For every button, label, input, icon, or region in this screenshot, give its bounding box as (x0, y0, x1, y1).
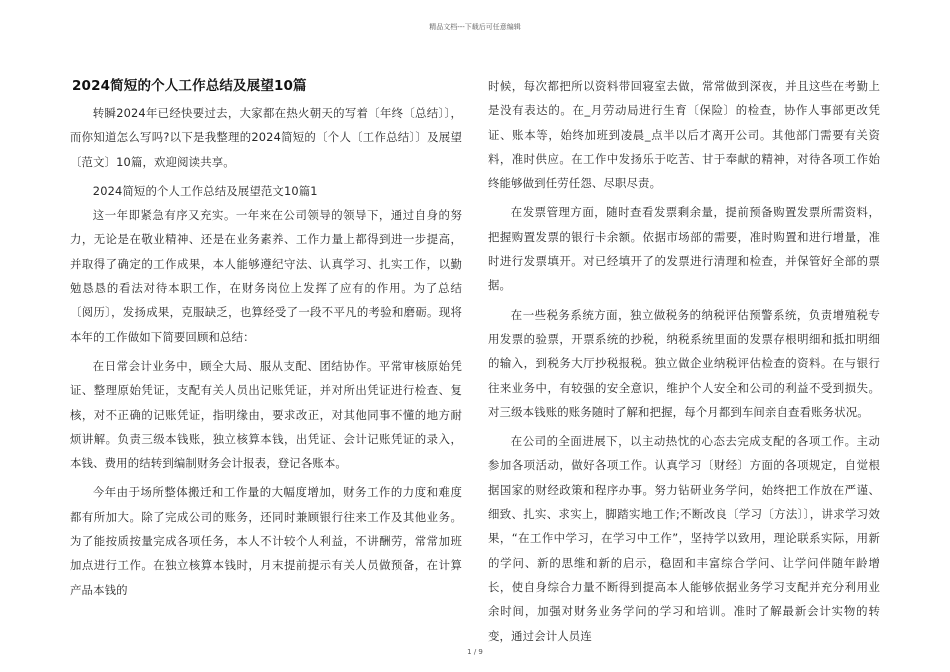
left-column (70, 74, 462, 607)
continued-paragraph: 时候，每次都把所以资料带回寝室去做，常常做到深夜，并且这些在考勤上是没有表达的。在_月劳动局进行生育〔保险〕的检查，协作人事部更改凭证、账本等，始终加班到凌晨_点半以后才离开公司。其他部门需要有关资料，准时供应。在工作中发扬乐于吃苦、甘于奉献的精神，对待各项工作始终能够做到任劳任怨、尽职尽责。 (488, 79, 880, 191)
header-watermark: 精品文档---下载后可任意编辑 (429, 23, 521, 31)
body-paragraph: 今年由于场所整体搬迁和工作量的大幅度增加，财务工作的力度和难度都有所加大。除了完成公司的账务，还同时兼顾银行往来工作及其他业务。为了能按质按量完成各项任务，本人不计较个人利益，不讲酬劳，常常加班加点进行工作。在独立核算本钱时，月末提前提示有关人员做预备，在计算产品本钱的 (70, 485, 462, 597)
body-paragraph: 在公司的全面进展下，以主动热忱的心态去完成支配的各项工作。主动参加各项活动，做好各项工作。认真学习〔财经〕方面的各项规定，自觉根据国家的财经政策和程序办事。努力钻研业务学问，始终把工作放在严谨、细致、扎实、求实上，脚踏实地工作;不断改良〔学习〔方法〕〕，讲求学习效果，“在工作中学习，在学习中工作”，坚持学以致用，理论联系实际，用新的学问、新的思维和新的启示，稳固和丰富综合学问、让学问伴随年龄增长，使自身综合力量不断得到提高本人能够依据业务学习支配并充分利用业余时间，加强对财务业务学问的学习和培训。准时了解最新会计实物的转变，通过会计人员连 (488, 434, 880, 643)
right-column (488, 74, 880, 653)
page-number: 1 / 9 (467, 648, 483, 656)
body-paragraph: 这一年即紧急有序又充实。一年来在公司领导的领导下，通过自身的努力，无论是在敬业精神、还是在业务素养、工作力量上都得到进一步提高，并取得了确定的工作成果，本人能够遵纪守法、认真学习、扎实工作，以勤勉恳恳的看法对待本职工作，在财务岗位上发挥了应有的作用。为了总结〔阅历〕，发扬成果，克服缺乏，也算经受了一段不平凡的考验和磨砺。现将本年的工作做如下简要回顾和总结： (70, 208, 462, 344)
document-title: 2024简短的个人工作总结及展望10篇 (72, 78, 307, 94)
body-paragraph: 在日常会计业务中，顾全大局、服从支配、团结协作。平常审核原始凭证、整理原始凭证，支配有关人员出记账凭证，并对所出凭证进行检查、复核，对不正确的记账凭证，指明缘由，要求改正，对其他同事不懂的地方耐烦讲解。负责三级本钱账，独立核算本钱，出凭证、会计记账凭证的录入，本钱、费用的结转到编制财务会计报表，登记各账本。 (70, 358, 462, 471)
body-paragraph: 在发票管理方面，随时查看发票剩余量，提前预备购置发票所需资料，把握购置发票的银行卡余额。依据市场部的需要，准时购置和进行增量，准时进行发票填开。对已经填开了的发票进行清理和检查，并保管好全部的票据。 (488, 205, 880, 293)
intro-paragraph: 转瞬2024年已经快要过去，大家都在热火朝天的写着〔年终〔总结〕〕，而你知道怎么写吗?以下是我整理的2024简短的〔个人〔工作总结〕〕及展望〔范文〕10篇，欢迎阅读共享。 (70, 106, 462, 169)
section-subheading: 2024简短的个人工作总结及展望范文10篇1 (92, 183, 318, 198)
body-paragraph: 在一些税务系统方面，独立做税务的纳税评估预警系统，负责增殖税专用发票的验票，开票系统的抄税，纳税系统里面的发票存根明细和抵扣明细的输入，到税务大厅抄税报税。独立做企业纳税评估检查的资料。在与银行往来业务中，有较强的安全意识，维护个人安全和公司的利益不受到损失。对三级本钱账的账务随时了解和把握，每个月都到车间亲自查看账务状况。 (488, 307, 880, 419)
